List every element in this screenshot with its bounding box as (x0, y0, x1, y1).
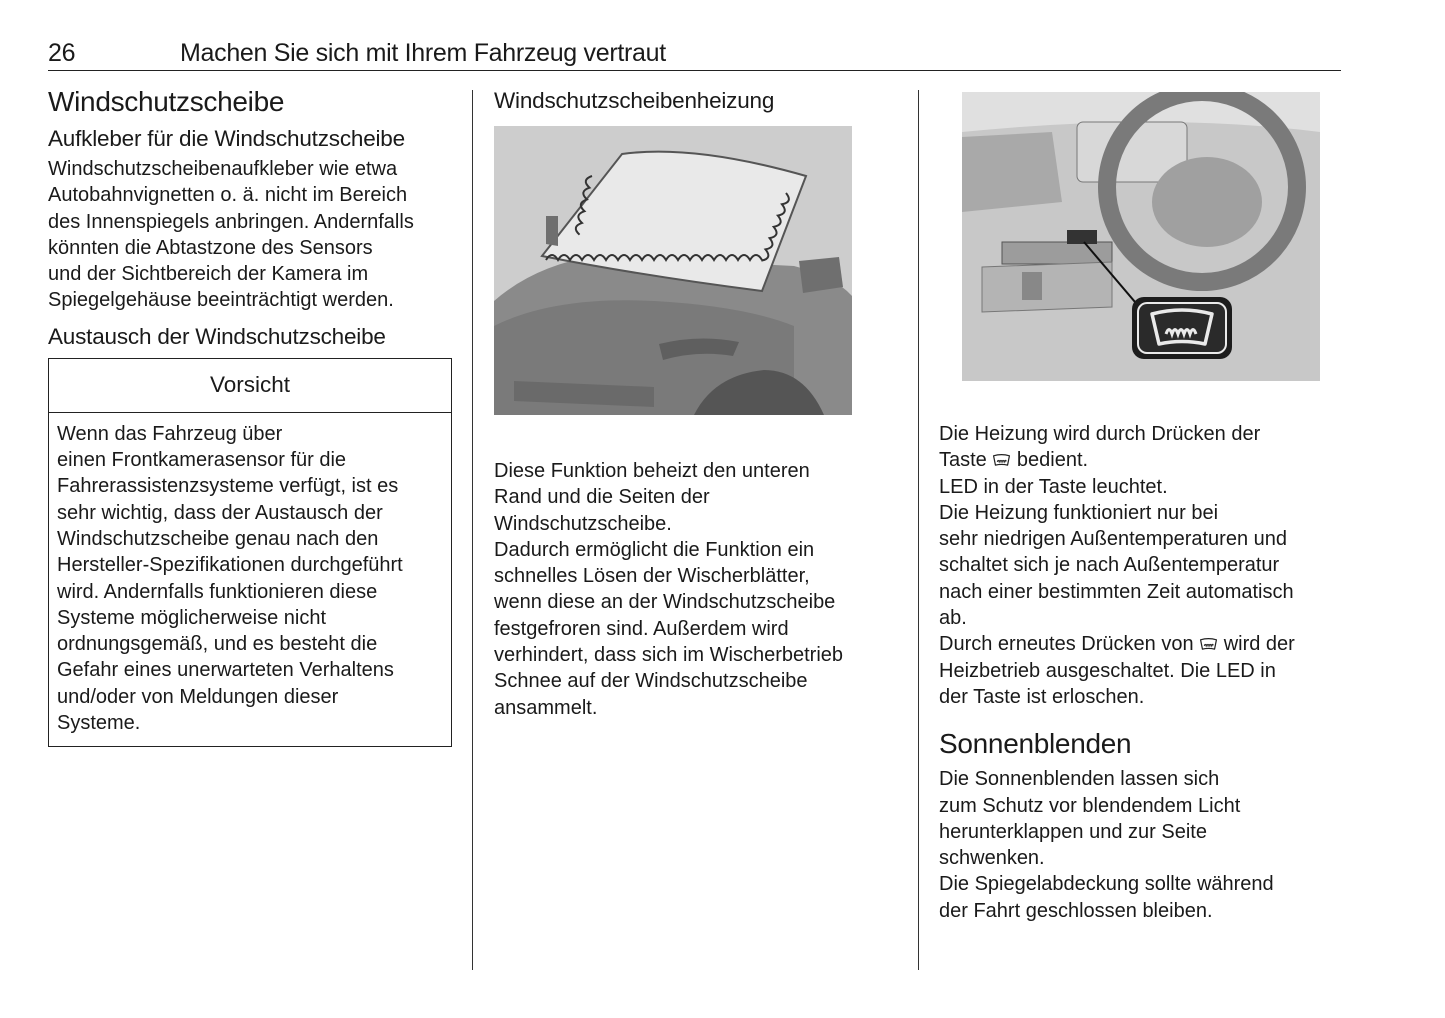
sun-visors-text: Die Sonnenblenden lassen sich zum Schutz vor blendendem Licht herunterklappen und zur Seite schwenken. Die Spiegelabdeckung sollte während der Fahrt geschlossen bleiben. (939, 768, 1274, 922)
subheading-replacement: Austausch der Windschutzscheibe (48, 323, 386, 349)
column-right (939, 86, 1339, 924)
van-windshield-illustration (494, 126, 852, 415)
windshield-heating-icon (992, 453, 1011, 467)
section-heading-sun-visors: Sonnenblenden (939, 728, 1132, 760)
page-header (48, 36, 1341, 71)
caution-text: Wenn das Fahrzeug über einen Frontkamerasensor für die Fahrerassistenzsysteme verfügt, ist es sehr wichtig, dass der Austausch der Windschutzscheibe genau nach den Hersteller-Spezifikationen durchgeführt wird. Andernfalls funktionieren diese Systeme möglicherweise nicht ordnungsgemäß, und es besteht die Gefahr eines unerwarteten Verhaltens und/oder von Meldungen dieser Systeme. (57, 422, 403, 735)
column-divider (472, 90, 473, 970)
caution-title: Vorsicht (49, 359, 451, 413)
heating-operation-text: Die Heizung wird durch Drücken der Taste bedient. LED in der Taste leuchtet. Die Heizung funktioniert nur bei sehr niedrigen Außentemperaturen und schaltet sich je nach Außentemperatur nach einer bestimmten Zeit automatisch ab. Durch erneutes Drücken von wird der Heizbetrieb ausgeschaltet. Die LED in der Taste ist erloschen. (939, 423, 1295, 708)
subheading-windshield-heating: Windschutzscheibenheizung (494, 88, 775, 113)
column-left (48, 84, 452, 747)
page-title: Machen Sie sich mit Ihrem Fahrzeug vertraut (180, 39, 666, 67)
column-middle (494, 86, 894, 721)
caution-box (48, 358, 452, 748)
windshield-heating-icon (1199, 637, 1218, 651)
heating-description: Diese Funktion beheizt den unteren Rand und die Seiten der Windschutzscheibe. Dadurch ermöglicht die Funktion ein schnelles Lösen der Wischerblätter, wenn diese an der Windschutzscheibe festgefroren sind. Außerdem wird verhindert, dass sich im Wischerbetrieb Schnee auf der Windschutzscheibe ansammelt. (494, 460, 844, 719)
page-number: 26 (48, 39, 76, 67)
dashboard-button-illustration (962, 92, 1320, 381)
section-heading-windshield: Windschutzscheibe (48, 86, 285, 117)
stickers-text: Windschutzscheibenaufkleber wie etwa Autobahnvignetten o. ä. nicht im Bereich des Innenspiegels anbringen. Andernfalls könnten die Abtastzone des Sensors und der Sichtbereich der Kamera im Spiegelgehäuse beeinträchtigt werden. (48, 158, 414, 312)
column-divider (918, 90, 919, 970)
subheading-stickers: Aufkleber für die Windschutzscheibe (48, 126, 405, 151)
